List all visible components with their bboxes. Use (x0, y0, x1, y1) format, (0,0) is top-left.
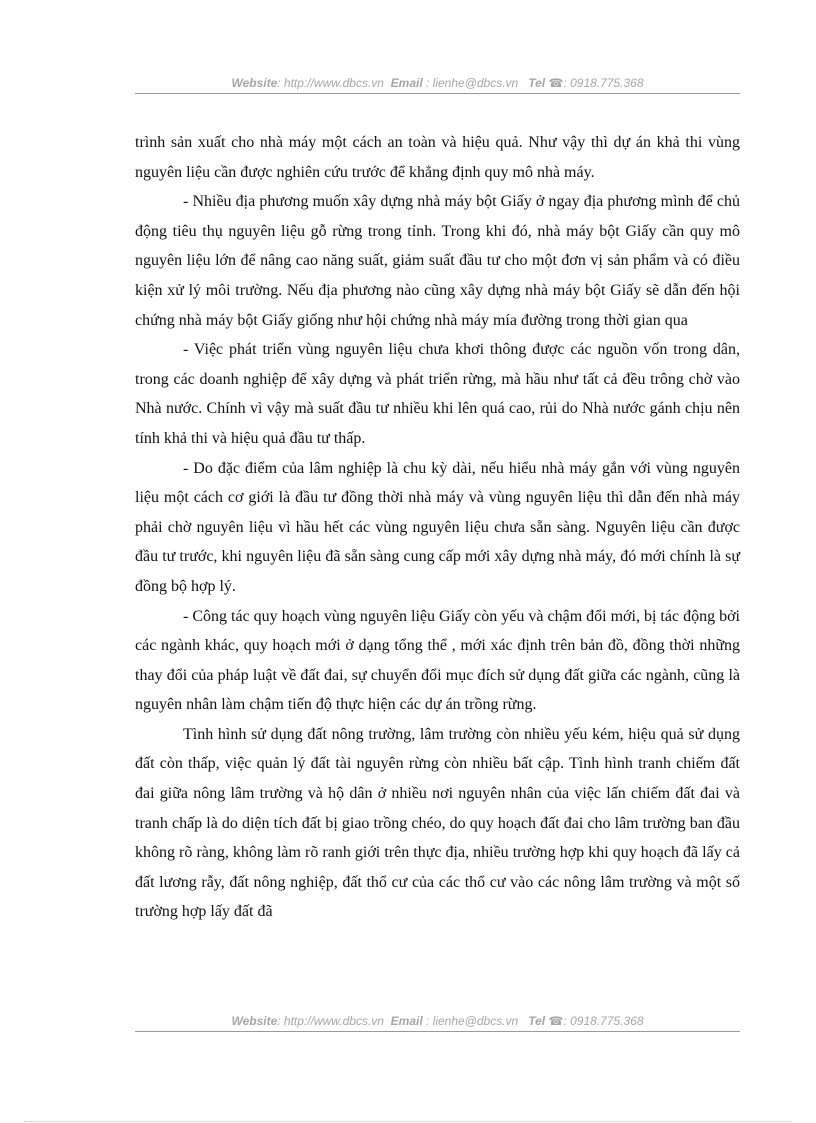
paragraph: - Do đặc điểm của lâm nghiệp là chu kỳ dài, nếu hiểu nhà máy gắn với vùng nguyên liệu một cách cơ giới là đầu tư đồng thời nhà máy và vùng nguyên liệu thì dẫn đến nhà máy phải chờ nguyên liệu vì hầu hết các vùng nguyên liệu chưa sẵn sàng. Nguyên liệu cần được đầu tư trước, khi nguyên liệu đã sẵn sàng cung cấp mới xây dựng nhà máy, đó mới chính là sự đồng bộ hợp lý. (135, 459, 740, 595)
phone-icon: ☎ (548, 1014, 564, 1028)
header-email-label: Email (390, 76, 423, 90)
paragraph: - Công tác quy hoạch vùng nguyên liệu Giấy còn yếu và chậm đổi mới, bị tác động bởi các ngành khác, quy hoạch mới ở dạng tổng thể , mới xác định trên bản đồ, đồng thời những thay đổi của pháp luật về đất đai, sự chuyển đổi mục đích sử dụng đất giữa các ngành, cũng là nguyên nhân làm chậm tiến độ thực hiện các dự án trồng rừng. (135, 607, 740, 714)
header-website-label: Website (231, 76, 278, 90)
footer-website-label: Website (231, 1014, 278, 1028)
paragraph: Tình hình sử dụng đất nông trường, lâm trường còn nhiều yếu kém, hiệu quả sử dụng đất còn thấp, việc quản lý đất tài nguyên rừng còn nhiều bất cập. Tình hình tranh chiếm đất đai giữa nông lâm trường và hộ dân ở nhiều nơi nguyên nhân của việc lấn chiếm đất đai và tranh chấp là do diện tích đất bị giao trồng chéo, do quy hoạch đất đai cho lâm trường ban đầu không rõ ràng, không làm rõ ranh giới trên thực địa, nhiều trường hợp khi quy hoạch đã lấy cả đất lương rẫy, đất nông nghiệp, đất thổ cư của các thổ cư vào các nông lâm trường và một số trường hợp lấy đất đã (135, 725, 740, 921)
header-email-address[interactable]: : lienhe@dbcs.vn (422, 76, 519, 90)
page-bottom-divider (24, 1121, 792, 1122)
header-tel-label: Tel (528, 76, 546, 90)
footer-email-address[interactable]: : lienhe@dbcs.vn (422, 1014, 519, 1028)
footer-tel-label: Tel (528, 1014, 546, 1028)
page-footer (135, 1014, 740, 1032)
footer-website-url[interactable]: : http://www.dbcs.vn (277, 1014, 384, 1028)
paragraph: trình sản xuất cho nhà máy một cách an toàn và hiệu quả. Như vậy thì dự án khả thi vùng nguyên liệu cần được nghiên cứu trước để khẳng định quy mô nhà máy. (135, 134, 740, 181)
header-website-url[interactable]: : http://www.dbcs.vn (277, 76, 384, 90)
footer-tel-number: : 0918.775.368 (563, 1014, 644, 1028)
paragraph: - Việc phát triển vùng nguyên liệu chưa khơi thông được các nguồn vốn trong dân, trong các doanh nghiệp để xây dựng và phát triển rừng, mà hầu như tất cả đều trông chờ vào Nhà nước. Chính vì vậy mà suất đầu tư nhiều khi lên quá cao, rủi do Nhà nước gánh chịu nên tính khả thi và hiệu quả đầu tư thấp. (135, 341, 740, 447)
phone-icon: ☎ (548, 76, 564, 90)
paragraph: - Nhiều địa phương muốn xây dựng nhà máy bột Giấy ở ngay địa phương mình để chủ động tiêu thụ nguyên liệu gỗ rừng trong tỉnh. Trong khi đó, nhà máy bột Giấy cần quy mô nguyên liệu lớn để nâng cao năng suất, giảm suất đầu tư cho một đơn vị sản phẩm và có điều kiện xử lý môi trường. Nếu địa phương nào cũng xây dựng nhà máy bột Giấy sẽ dẫn đến hội chứng nhà máy bột Giấy giống như hội chứng nhà máy mía đường trong thời gian qua (135, 193, 740, 329)
footer-email-label: Email (390, 1014, 423, 1028)
page-header (135, 76, 740, 94)
header-tel-number: : 0918.775.368 (563, 76, 644, 90)
document-body (135, 128, 740, 927)
